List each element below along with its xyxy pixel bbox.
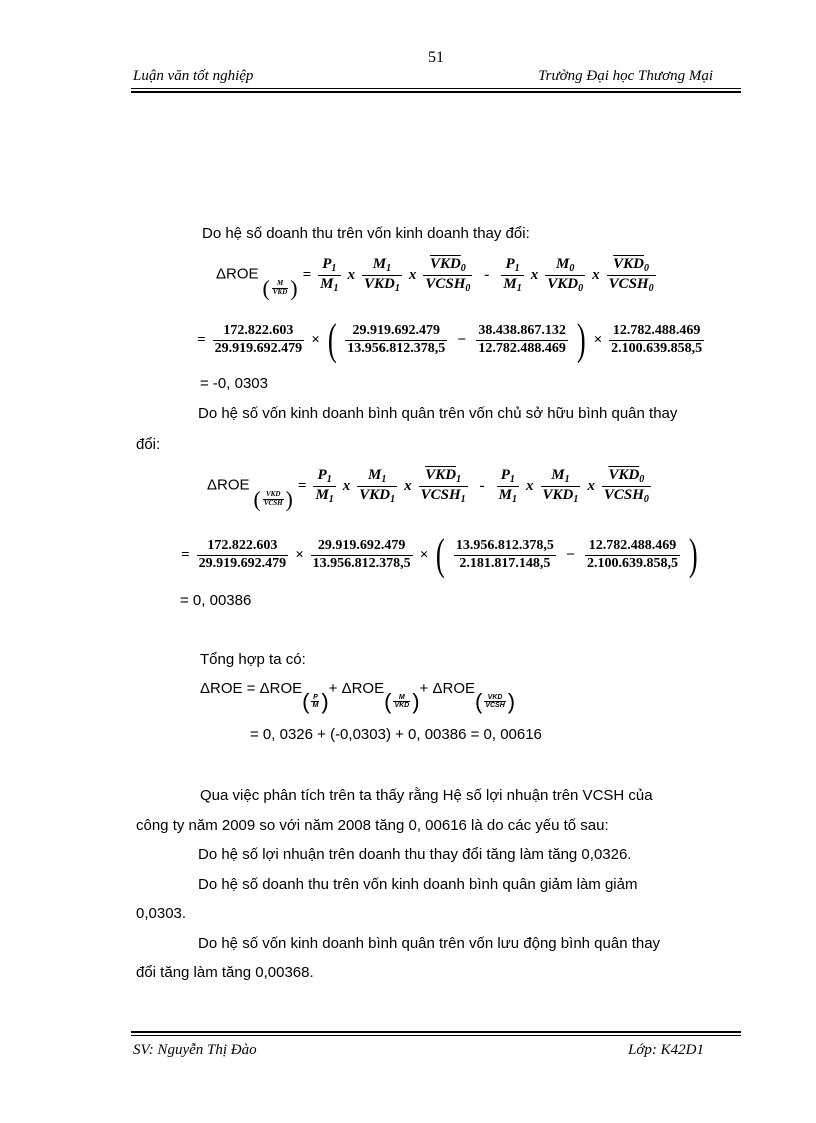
fraction: $\frac{\overline{VKD}_0}{VCSH_0}$ (608, 256, 654, 294)
fraction: $\frac{M_1}{VKD_1}$ (359, 467, 396, 505)
analysis-p4-line2: đổi tăng làm tăng 0,00368. (136, 964, 314, 981)
fraction: $\frac{M_1}{VKD_1}$ (364, 256, 400, 294)
footer-rule-thick (131, 1031, 741, 1033)
section2-intro-line2: đổi: (136, 436, 161, 453)
fraction: $\frac{P_1}{M_1}$ (315, 467, 334, 505)
subscript-ratio: ( $\frac{\text{VKD}}{\text{VCSH}}$ ) (253, 486, 293, 512)
fraction: $\frac{P_1}{M_1}$ (320, 256, 339, 294)
delta-roe-label: ΔROE (216, 265, 259, 283)
footer-student: SV: Nguyễn Thị Đào (133, 1042, 257, 1058)
summary-intro: Tổng hợp ta có: (200, 651, 306, 668)
header-rule-thick (131, 91, 741, 93)
subscript-ratio: ( $\frac{M}{\text{VKD}}$ ) (262, 275, 298, 301)
summary-formula: ΔROE = ΔROE( $\frac{P}{M}$ )+ ΔROE( $\frac{M}{\text{VKD}}$ )+ ΔROE( $\frac{\text{VKD}}{\text{VCSH}}$ ) (200, 680, 516, 714)
section2-result: = 0, 00386 (180, 592, 252, 609)
fraction: $\frac{M_1}{VKD_1}$ (542, 467, 579, 505)
fraction: $\frac{172.822.603}{29.919.692.479}$ (214, 323, 303, 356)
summary-total: = 0, 0326 + (-0,0303) + 0, 00386 = 0, 00616 (250, 726, 542, 743)
fraction: $\frac{38.438.867.132}{12.782.488.469}$ (478, 323, 566, 356)
analysis-p1-line1: Qua việc phân tích trên ta thấy rằng Hệ số lợi nhuận trên VCSH của (200, 787, 653, 804)
fraction: $\frac{\overline{VKD}_0}{VCSH_0}$ (425, 256, 471, 294)
header-rule-thin (131, 88, 741, 89)
analysis-p2: Do hệ số lợi nhuận trên doanh thu thay đổi tăng làm tăng 0,0326. (198, 846, 632, 863)
analysis-p1-line2: công ty năm 2009 so với năm 2008 tăng 0, 00616 là do các yếu tố sau: (136, 817, 609, 834)
fraction: $\frac{12.782.488.469}{2.100.639.858,5}$ (611, 323, 703, 356)
section1-numeric: = $\frac{172.822.603}{29.919.692.479}$ × ( $\frac{29.919.692.479}{13.956.812.378,5}$ − $\frac{38.438.867.132}{12.782.488.469}$ ) × $\frac{12.782.488.469}{2.100.639.858,5}$ (197, 315, 703, 364)
section1-formula: ΔROE ( $\frac{M}{\text{VKD}}$ ) = $\frac{P_1}{M_1}$ x $\frac{M_1}{VKD_1}$ x $\frac{\overline{VKD}_0}{VCSH_0}$ - $\frac{P_1}{M_1}$ x $\frac{M_0}{VKD_0}$ x $\frac{\overline{VKD}_0}{VCSH_0}$ (216, 256, 654, 301)
section1-result: = -0, 0303 (200, 375, 268, 392)
header-left-title: Luận văn tốt nghiệp (133, 68, 254, 84)
fraction: $\frac{\overline{VKD}_1}{VCSH_1}$ (420, 467, 466, 505)
section2-numeric: = $\frac{172.822.603}{29.919.692.479}$ × $\frac{29.919.692.479}{13.956.812.378,5}$ × ( $\frac{13.956.812.378,5}{2.181.817.148,5}$ − $\frac{12.782.488.469}{2.100.639.858,5}$ ) (181, 530, 698, 579)
fraction: $\frac{172.822.603}{29.919.692.479}$ (198, 538, 287, 571)
delta-roe-label: ΔROE (207, 476, 250, 494)
section2-formula: ΔROE ( $\frac{\text{VKD}}{\text{VCSH}}$ ) = $\frac{P_1}{M_1}$ x $\frac{M_1}{VKD_1}$ x $\frac{\overline{VKD}_1}{VCSH_1}$ - $\frac{P_1}{M_1}$ x $\frac{M_1}{VKD_1}$ x $\frac{\overline{VKD}_0}{VCSH_0}$ (207, 467, 649, 512)
fraction: $\frac{P_1}{M_1}$ (503, 256, 522, 294)
analysis-p3-line2: 0,0303. (136, 905, 187, 922)
section1-intro: Do hệ số doanh thu trên vốn kinh doanh thay đổi: (202, 225, 530, 242)
page-number: 51 (428, 49, 444, 66)
fraction: $\frac{29.919.692.479}{13.956.812.378,5}$ (312, 538, 411, 571)
fraction: $\frac{12.782.488.469}{2.100.639.858,5}$ (586, 538, 678, 571)
fraction: $\frac{P_1}{M_1}$ (498, 467, 517, 505)
fraction: $\frac{13.956.812.378,5}{2.181.817.148,5}$ (455, 538, 554, 571)
analysis-p3-line1: Do hệ số doanh thu trên vốn kinh doanh bình quân giảm làm giảm (198, 876, 638, 893)
fraction: $\frac{\overline{VKD}_0}{VCSH_0}$ (603, 467, 649, 505)
analysis-p4-line1: Do hệ số vốn kinh doanh bình quân trên vốn lưu động bình quân thay (198, 935, 661, 952)
footer-class: Lớp: K42D1 (628, 1042, 704, 1058)
header-right-title: Trường Đại học Thương Mại (538, 68, 713, 84)
fraction: $\frac{29.919.692.479}{13.956.812.378,5}$ (347, 323, 446, 356)
section2-intro-line1: Do hệ số vốn kinh doanh bình quân trên vốn chủ sở hữu bình quân thay (198, 405, 678, 422)
footer-rule-thin (131, 1035, 741, 1036)
fraction: $\frac{M_0}{VKD_0}$ (547, 256, 584, 294)
